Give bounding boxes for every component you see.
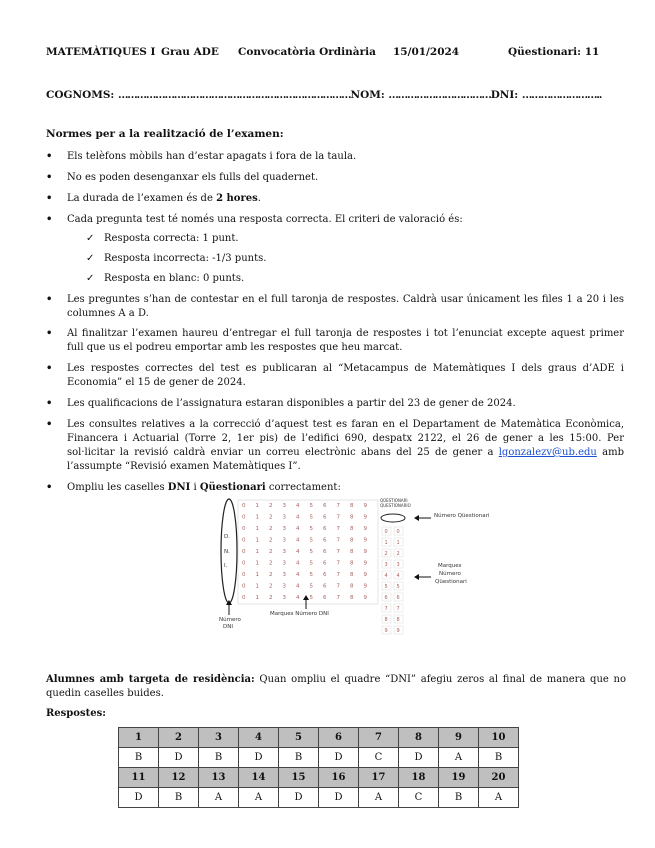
dni-digit: 8 — [350, 572, 354, 578]
question-number: 2 — [159, 728, 199, 748]
dni-digit: 6 — [323, 560, 327, 567]
dni-digit: 7 — [336, 514, 340, 521]
dni-digit: 4 — [296, 526, 300, 532]
dni-digit: 8 — [350, 595, 354, 601]
answer-cell: C — [399, 788, 439, 808]
rule-item — [46, 171, 646, 185]
dni-digit: 9 — [363, 526, 367, 532]
dni-digit: 9 — [363, 560, 367, 567]
rule-text: Les consultes relatives a la correcció d’aquest test es faran en el Departament de Matemàtica Econòmica, Financera i Actuarial (Torre 2, 1er pis) de l’edifici 690, despatx 2122, el 26 de gener a les 15:00. Per sol·licitar la revisió caldrà enviar un correu electrònic abans del 25 de gener a lgonzalezv@ub.edu amb l’assumpte “Revisió examen Matemàtiques I”. — [67, 419, 624, 472]
questionnaire-digit: 6 — [396, 595, 400, 601]
dni-grid — [238, 500, 378, 604]
answer-cell: B — [279, 748, 319, 768]
surnames-label: COGNOMS: — [46, 89, 118, 101]
dni-digit: 0 — [242, 537, 246, 544]
dni-digit: 1 — [255, 514, 259, 521]
dni-digit: 6 — [323, 526, 327, 532]
questionnaire-digit: 2 — [396, 551, 400, 557]
dni-digit: 5 — [309, 503, 313, 509]
dni-digit: 2 — [269, 583, 273, 590]
rule-item — [46, 327, 646, 355]
dni-digit: 8 — [350, 583, 354, 590]
email-link[interactable]: lgonzalezv@ub.edu — [498, 447, 597, 458]
dni-digit: 8 — [350, 549, 354, 555]
answer-cell: A — [359, 788, 399, 808]
dni-digit: 3 — [282, 595, 286, 601]
answer-cell: D — [319, 748, 359, 768]
dni-blank: …………………….. — [521, 89, 602, 101]
questionnaire-digit: 4 — [384, 573, 388, 579]
questionnaire-number: Qüestionari: 11 — [508, 46, 600, 58]
marques-label: Marques — [438, 563, 462, 569]
question-number: 14 — [239, 768, 279, 788]
question-number: 13 — [199, 768, 239, 788]
questionnaire-digit: 2 — [384, 551, 388, 557]
dni-digit: 5 — [309, 549, 313, 555]
dni-digit: 5 — [309, 595, 313, 601]
dni-digit: 0 — [242, 595, 246, 601]
dni-digit: 1 — [255, 526, 259, 532]
rule-item — [46, 418, 646, 474]
answers-label: Respostes: — [46, 708, 106, 719]
questionnaire-digit: 0 — [384, 529, 388, 535]
dni-digit: 8 — [350, 503, 354, 509]
surnames-blank: ………………………………………………………………… — [117, 89, 351, 101]
name-label: NOM: — [350, 89, 389, 101]
dni-digit: 3 — [282, 526, 286, 532]
answer-cell: A — [239, 788, 279, 808]
answer-cell: B — [199, 748, 239, 768]
questionnaire-digit: 0 — [396, 529, 400, 535]
dni-digit: 2 — [269, 503, 273, 509]
answers-table — [118, 727, 519, 808]
rule-item — [46, 293, 646, 321]
rules-heading: Normes per a la realització de l’examen: — [46, 128, 284, 140]
dni-digit: 4 — [296, 560, 300, 567]
answer-cell: A — [479, 788, 519, 808]
dni-digit: 7 — [336, 560, 340, 567]
dni-digit: 5 — [309, 526, 313, 532]
dni-digit: 5 — [309, 560, 313, 567]
bullet: • — [46, 193, 53, 204]
answer-cell: B — [439, 788, 479, 808]
dni-digit: 4 — [296, 549, 300, 555]
dni-digit: 8 — [350, 537, 354, 544]
question-number: 8 — [399, 728, 439, 748]
questionnaire-digit: 4 — [396, 573, 400, 579]
rule-text: Al finalitzar l’examen haureu d’entregar el full taronja de respostes i tot l’enunciat excepte aquest primer full que us el podreu emportar amb les respostes que heu marcat. — [67, 328, 624, 353]
question-number: 18 — [399, 768, 439, 788]
rule-text: Les respostes correctes del test es publicaran al “Metacampus de Matemàtiques I dels graus d’ADE i Economia” el 15 de gener de 2024. — [67, 363, 624, 388]
questionnaire-digit: 8 — [384, 617, 388, 623]
bullet: • — [46, 214, 53, 225]
questionnaire-digit: 7 — [384, 606, 388, 612]
dni-digit: 9 — [363, 595, 367, 601]
dni-digit: 4 — [296, 503, 300, 509]
question-number: 5 — [279, 728, 319, 748]
exam-call: Convocatòria Ordinària — [238, 46, 376, 58]
dni-digit: 5 — [309, 537, 313, 544]
question-number: 19 — [439, 768, 479, 788]
questionnaire-digit: 5 — [396, 584, 400, 590]
dni-digit: 6 — [323, 514, 327, 521]
questionnaire-digit: 3 — [396, 562, 400, 568]
question-number: 6 — [319, 728, 359, 748]
answer-cell: D — [319, 788, 359, 808]
dni-digit: 1 — [255, 503, 259, 509]
dni-digit: 5 — [309, 514, 313, 521]
dni-digit: 5 — [309, 583, 313, 590]
dni-digit: 7 — [336, 572, 340, 578]
questionnaire-digit: 8 — [396, 617, 400, 623]
numero-dni-label: Número — [219, 617, 241, 623]
dni-digit: 9 — [363, 583, 367, 590]
rule-item — [46, 150, 646, 164]
answer-cell: A — [199, 788, 239, 808]
dni-digit: 2 — [269, 549, 273, 555]
question-number: 1 — [119, 728, 159, 748]
answer-sheet-figure — [218, 497, 490, 639]
marques-dni-label: Marques Número DNI — [270, 611, 329, 617]
questionnaire-digit: 9 — [396, 628, 400, 634]
questionnaire-digit: 9 — [384, 628, 388, 634]
dni-label: DNI: — [490, 89, 522, 101]
dni-digit: 6 — [323, 583, 327, 590]
dni-digit: 3 — [282, 560, 286, 567]
rule-text: No es poden desenganxar els fulls del quadernet. — [67, 172, 319, 183]
dni-digit: 8 — [350, 560, 354, 567]
question-number: 16 — [319, 768, 359, 788]
bullet: • — [46, 172, 53, 183]
questionnaire-digit: 1 — [396, 540, 400, 546]
dni-digit: 4 — [296, 595, 300, 601]
subject: MATEMÀTIQUES I — [46, 46, 156, 58]
dni-digit: 0 — [242, 503, 246, 509]
answer-cell: B — [119, 748, 159, 768]
dni-digit: 6 — [323, 572, 327, 578]
dni-digit: 0 — [242, 572, 246, 578]
answer-cell: D — [399, 748, 439, 768]
question-number: 11 — [119, 768, 159, 788]
dni-digit: 0 — [242, 583, 246, 590]
residence-note: Alumnes amb targeta de residència: Quan ompliu el quadre “DNI” afegiu zeros al final de manera que no quedin caselles buides. — [46, 674, 626, 699]
dni-digit: 7 — [336, 503, 340, 509]
answer-cell: B — [479, 748, 519, 768]
dni-digit: 0 — [242, 526, 246, 532]
dni-digit: 1 — [255, 537, 259, 544]
dni-digit: 3 — [282, 572, 286, 578]
name-blank: …………………………… — [388, 89, 491, 101]
side-letter: D. — [224, 534, 230, 540]
dni-digit: 1 — [255, 549, 259, 555]
answer-cell: D — [279, 788, 319, 808]
check-icon: ✓ — [86, 233, 95, 244]
dni-digit: 7 — [336, 595, 340, 601]
dni-digit: 7 — [336, 526, 340, 532]
questionnaire-title: QÜESTIONARI — [380, 498, 408, 503]
dni-digit: 2 — [269, 572, 273, 578]
dni-digit: 3 — [282, 537, 286, 544]
dni-digit: 2 — [269, 560, 273, 567]
rule-text: Els telèfons mòbils han d’estar apagats i fora de la taula. — [67, 151, 357, 162]
question-number: 7 — [359, 728, 399, 748]
questionnaire-digit: 1 — [384, 540, 388, 546]
dni-digit: 6 — [323, 595, 327, 601]
bullet: • — [46, 482, 53, 493]
dni-digit: 7 — [336, 537, 340, 544]
bullet: • — [46, 151, 53, 162]
answer-cell: D — [159, 748, 199, 768]
num-questionari-label: Número Qüestionari — [434, 513, 490, 519]
dni-digit: 0 — [242, 560, 246, 567]
questionnaire-ellipse — [381, 514, 405, 522]
side-letter: I. — [224, 563, 228, 569]
identity-line — [46, 89, 601, 101]
scoring-item: ✓ Resposta en blanc: 0 punts. — [86, 273, 245, 284]
dni-digit: 8 — [350, 526, 354, 532]
dni-digit: 9 — [363, 514, 367, 521]
duration: 2 hores — [216, 193, 258, 204]
answer-cell: D — [119, 788, 159, 808]
question-number: 12 — [159, 768, 199, 788]
scoring-item: ✓ Resposta correcta: 1 punt. — [86, 233, 239, 244]
dni-digit: 7 — [336, 549, 340, 555]
check-icon: ✓ — [86, 273, 95, 284]
rule-item — [46, 192, 646, 206]
dni-digit: 1 — [255, 595, 259, 601]
dni-digit: 1 — [255, 583, 259, 590]
dni-digit: 1 — [255, 572, 259, 578]
degree: Grau ADE — [161, 46, 219, 58]
dni-digit: 4 — [296, 514, 300, 521]
questionnaire-title: QUESTIONARIO — [380, 503, 411, 508]
dni-digit: 9 — [363, 537, 367, 544]
dni-digit: 3 — [282, 549, 286, 555]
dni-digit: 5 — [309, 572, 313, 578]
dni-digit: 9 — [363, 503, 367, 509]
marques-label: Número — [439, 571, 461, 577]
dni-digit: 8 — [350, 514, 354, 521]
exam-date: 15/01/2024 — [393, 46, 460, 58]
dni-digit: 2 — [269, 514, 273, 521]
dni-digit: 0 — [242, 514, 246, 521]
rule-item — [46, 213, 646, 227]
dni-digit: 9 — [363, 572, 367, 578]
table-row — [119, 788, 519, 808]
side-letter: N. — [224, 549, 230, 555]
rule-item — [46, 397, 646, 411]
rule-text: Cada pregunta test té només una resposta correcta. El criteri de valoració és: — [67, 214, 463, 225]
bullet: • — [46, 398, 53, 409]
dni-digit: 3 — [282, 583, 286, 590]
answer-cell: A — [439, 748, 479, 768]
questionnaire-digit: 6 — [384, 595, 388, 601]
check-icon: ✓ — [86, 253, 95, 264]
dni-digit: 0 — [242, 549, 246, 555]
dni-digit: 9 — [363, 549, 367, 555]
bullet: • — [46, 294, 53, 305]
questionnaire-digit: 5 — [384, 584, 388, 590]
table-row — [119, 768, 519, 788]
bullet: • — [46, 419, 53, 430]
rule-text: La durada de l’examen és de 2 hores. — [67, 193, 261, 204]
rule-text: Les qualificacions de l’assignatura estaran disponibles a partir del 23 de gener de 2024. — [67, 398, 516, 409]
answer-cell: C — [359, 748, 399, 768]
answer-cell: D — [239, 748, 279, 768]
questionnaire-digit: 3 — [384, 562, 388, 568]
dni-digit: 6 — [323, 549, 327, 555]
table-row — [119, 728, 519, 748]
dni-digit: 7 — [336, 583, 340, 590]
dni-digit: 2 — [269, 537, 273, 544]
marques-label: Qüestionari — [435, 579, 467, 585]
dni-digit: 2 — [269, 595, 273, 601]
numero-dni-label: DNI — [223, 624, 233, 630]
question-number: 10 — [479, 728, 519, 748]
question-number: 17 — [359, 768, 399, 788]
question-number: 20 — [479, 768, 519, 788]
answer-cell: B — [159, 788, 199, 808]
bullet: • — [46, 363, 53, 374]
questionnaire-digit: 7 — [396, 606, 400, 612]
arrow-head — [414, 515, 419, 521]
table-row — [119, 748, 519, 768]
rule-text: Les preguntes s’han de contestar en el full taronja de respostes. Caldrà usar únicament les files 1 a 20 i les columnes A a D. — [67, 294, 624, 319]
rule-text: Ompliu les caselles DNI i Qüestionari correctament: — [67, 482, 341, 493]
bullet: • — [46, 328, 53, 339]
dni-digit: 6 — [323, 537, 327, 544]
question-number: 15 — [279, 768, 319, 788]
dni-digit: 1 — [255, 560, 259, 567]
dni-digit: 4 — [296, 537, 300, 544]
arrow-head — [414, 574, 419, 580]
dni-digit: 3 — [282, 514, 286, 521]
scoring-item: ✓ Resposta incorrecta: -1/3 punts. — [86, 253, 267, 264]
question-number: 4 — [239, 728, 279, 748]
question-number: 9 — [439, 728, 479, 748]
dni-digit: 2 — [269, 526, 273, 532]
rule-item — [46, 481, 646, 495]
rule-item — [46, 362, 646, 390]
dni-digit: 4 — [296, 572, 300, 578]
dni-digit: 6 — [323, 503, 327, 509]
dni-digit: 3 — [282, 503, 286, 509]
dni-digit: 4 — [296, 583, 300, 590]
question-number: 3 — [199, 728, 239, 748]
